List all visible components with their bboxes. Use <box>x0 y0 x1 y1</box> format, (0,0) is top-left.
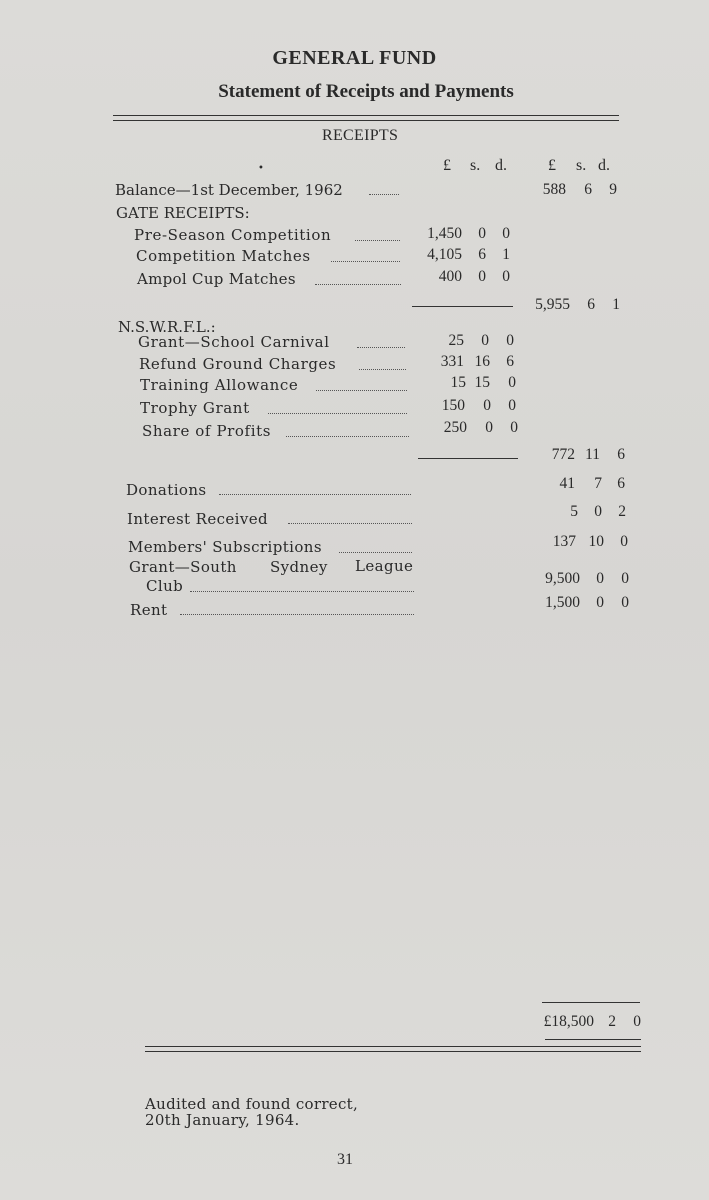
section-heading: RECEIPTS <box>322 127 399 144</box>
balance-pence: 9 <box>609 181 617 198</box>
share-profits-shillings: 0 <box>485 419 493 436</box>
col-b-pence-header: d. <box>598 157 610 174</box>
ampol-label: Ampol Cup Matches <box>137 270 296 288</box>
leader-dots <box>359 369 406 370</box>
leader-dots <box>369 194 399 195</box>
training-allowance-shillings: 15 <box>474 374 490 391</box>
leader-dots <box>180 614 414 615</box>
grand-total-shillings: 2 <box>608 1013 616 1030</box>
subtotal-rule <box>418 458 518 459</box>
interest-shillings: 0 <box>594 503 602 520</box>
subscriptions-pounds: 137 <box>552 533 576 550</box>
nswrfl-total-pence: 6 <box>617 446 625 463</box>
grant-ssl-pounds: 9,500 <box>545 570 580 587</box>
top-rule-1 <box>113 115 619 116</box>
subscriptions-label: Members' Subscriptions <box>128 538 322 556</box>
col-a-pound-header: £ <box>443 157 451 174</box>
gate-total-pounds: 5,955 <box>535 296 570 313</box>
leader-dots <box>339 552 412 553</box>
trophy-grant-label: Trophy Grant <box>140 399 250 417</box>
interest-label: Interest Received <box>127 510 269 528</box>
refund-ground-pence: 6 <box>506 353 514 370</box>
audit-note-line1: Audited and found correct, <box>145 1095 359 1113</box>
preseason-pounds: 1,450 <box>427 225 462 242</box>
leader-dots <box>331 261 400 262</box>
bottom-rule-2 <box>145 1051 641 1052</box>
col-b-shilling-header: s. <box>576 157 587 174</box>
refund-ground-shillings: 16 <box>474 353 490 370</box>
col-b-pound-header: £ <box>548 157 556 174</box>
grant-ssl-label-word3: League <box>355 557 414 575</box>
total-rule-top <box>542 1002 640 1003</box>
competition-label: Competition Matches <box>136 247 311 265</box>
ampol-pence: 0 <box>502 268 510 285</box>
share-profits-pounds: 250 <box>443 419 467 436</box>
gate-receipts-heading: GATE RECEIPTS: <box>116 204 250 222</box>
grant-ssl-label-word2: Sydney <box>270 558 328 576</box>
balance-shillings: 6 <box>584 181 592 198</box>
rent-pence: 0 <box>621 594 629 611</box>
training-allowance-pounds: 15 <box>450 374 466 391</box>
ampol-shillings: 0 <box>478 268 486 285</box>
share-profits-label: Share of Profits <box>142 422 272 440</box>
balance-label: Balance—1st December, 1962 <box>115 181 343 199</box>
gate-total-pence: 1 <box>612 296 620 313</box>
total-rule-bottom <box>545 1039 641 1040</box>
training-allowance-pence: 0 <box>508 374 516 391</box>
subtotal-rule <box>412 306 513 307</box>
trophy-grant-pounds: 150 <box>441 397 465 414</box>
donations-pounds: 41 <box>559 475 575 492</box>
donations-pence: 6 <box>617 475 625 492</box>
trophy-grant-shillings: 0 <box>483 397 491 414</box>
bullet-mark: • <box>258 163 264 174</box>
trophy-grant-pence: 0 <box>508 397 516 414</box>
school-carnival-shillings: 0 <box>481 332 489 349</box>
competition-shillings: 6 <box>478 246 486 263</box>
share-profits-pence: 0 <box>510 419 518 436</box>
grand-total-pounds: £18,500 <box>543 1013 594 1030</box>
interest-pounds: 5 <box>570 503 578 520</box>
balance-pounds: 588 <box>542 181 566 198</box>
rent-label: Rent <box>130 601 168 619</box>
refund-ground-pounds: 331 <box>440 353 464 370</box>
school-carnival-pence: 0 <box>506 332 514 349</box>
leader-dots <box>190 591 414 592</box>
subscriptions-pence: 0 <box>620 533 628 550</box>
grant-ssl-label-word1: Grant—South <box>129 558 237 576</box>
nswrfl-total-pounds: 772 <box>551 446 575 463</box>
grant-ssl-label-word4: Club <box>146 577 184 595</box>
page-number: 31 <box>337 1151 353 1168</box>
grand-total-pence: 0 <box>633 1013 641 1030</box>
leader-dots <box>355 240 400 241</box>
rent-pounds: 1,500 <box>545 594 580 611</box>
subscriptions-shillings: 10 <box>588 533 604 550</box>
page-subtitle: Statement of Receipts and Payments <box>218 81 514 102</box>
ampol-pounds: 400 <box>438 268 462 285</box>
leader-dots <box>357 347 405 348</box>
donations-label: Donations <box>126 481 207 499</box>
refund-ground-label: Refund Ground Charges <box>139 355 337 373</box>
audit-note-line2: 20th January, 1964. <box>145 1111 300 1129</box>
competition-pounds: 4,105 <box>427 246 462 263</box>
training-allowance-label: Training Allowance <box>140 376 299 394</box>
leader-dots <box>316 390 407 391</box>
page-title: GENERAL FUND <box>272 47 437 69</box>
rent-shillings: 0 <box>596 594 604 611</box>
top-rule-2 <box>113 120 619 121</box>
school-carnival-label: Grant—School Carnival <box>138 333 330 351</box>
gate-total-shillings: 6 <box>587 296 595 313</box>
leader-dots <box>268 413 407 414</box>
col-a-pence-header: d. <box>495 157 507 174</box>
grant-ssl-shillings: 0 <box>596 570 604 587</box>
competition-pence: 1 <box>502 246 510 263</box>
leader-dots <box>286 436 409 437</box>
donations-shillings: 7 <box>594 475 602 492</box>
preseason-label: Pre-Season Competition <box>134 226 332 244</box>
grant-ssl-pence: 0 <box>621 570 629 587</box>
nswrfl-total-shillings: 11 <box>585 446 600 463</box>
school-carnival-pounds: 25 <box>448 332 464 349</box>
interest-pence: 2 <box>618 503 626 520</box>
preseason-pence: 0 <box>502 225 510 242</box>
nswrfl-heading: N.S.W.R.F.L.: <box>118 318 216 336</box>
leader-dots <box>288 523 412 524</box>
leader-dots <box>315 284 401 285</box>
leader-dots <box>219 494 411 495</box>
col-a-shilling-header: s. <box>470 157 481 174</box>
bottom-rule-1 <box>145 1046 641 1047</box>
preseason-shillings: 0 <box>478 225 486 242</box>
